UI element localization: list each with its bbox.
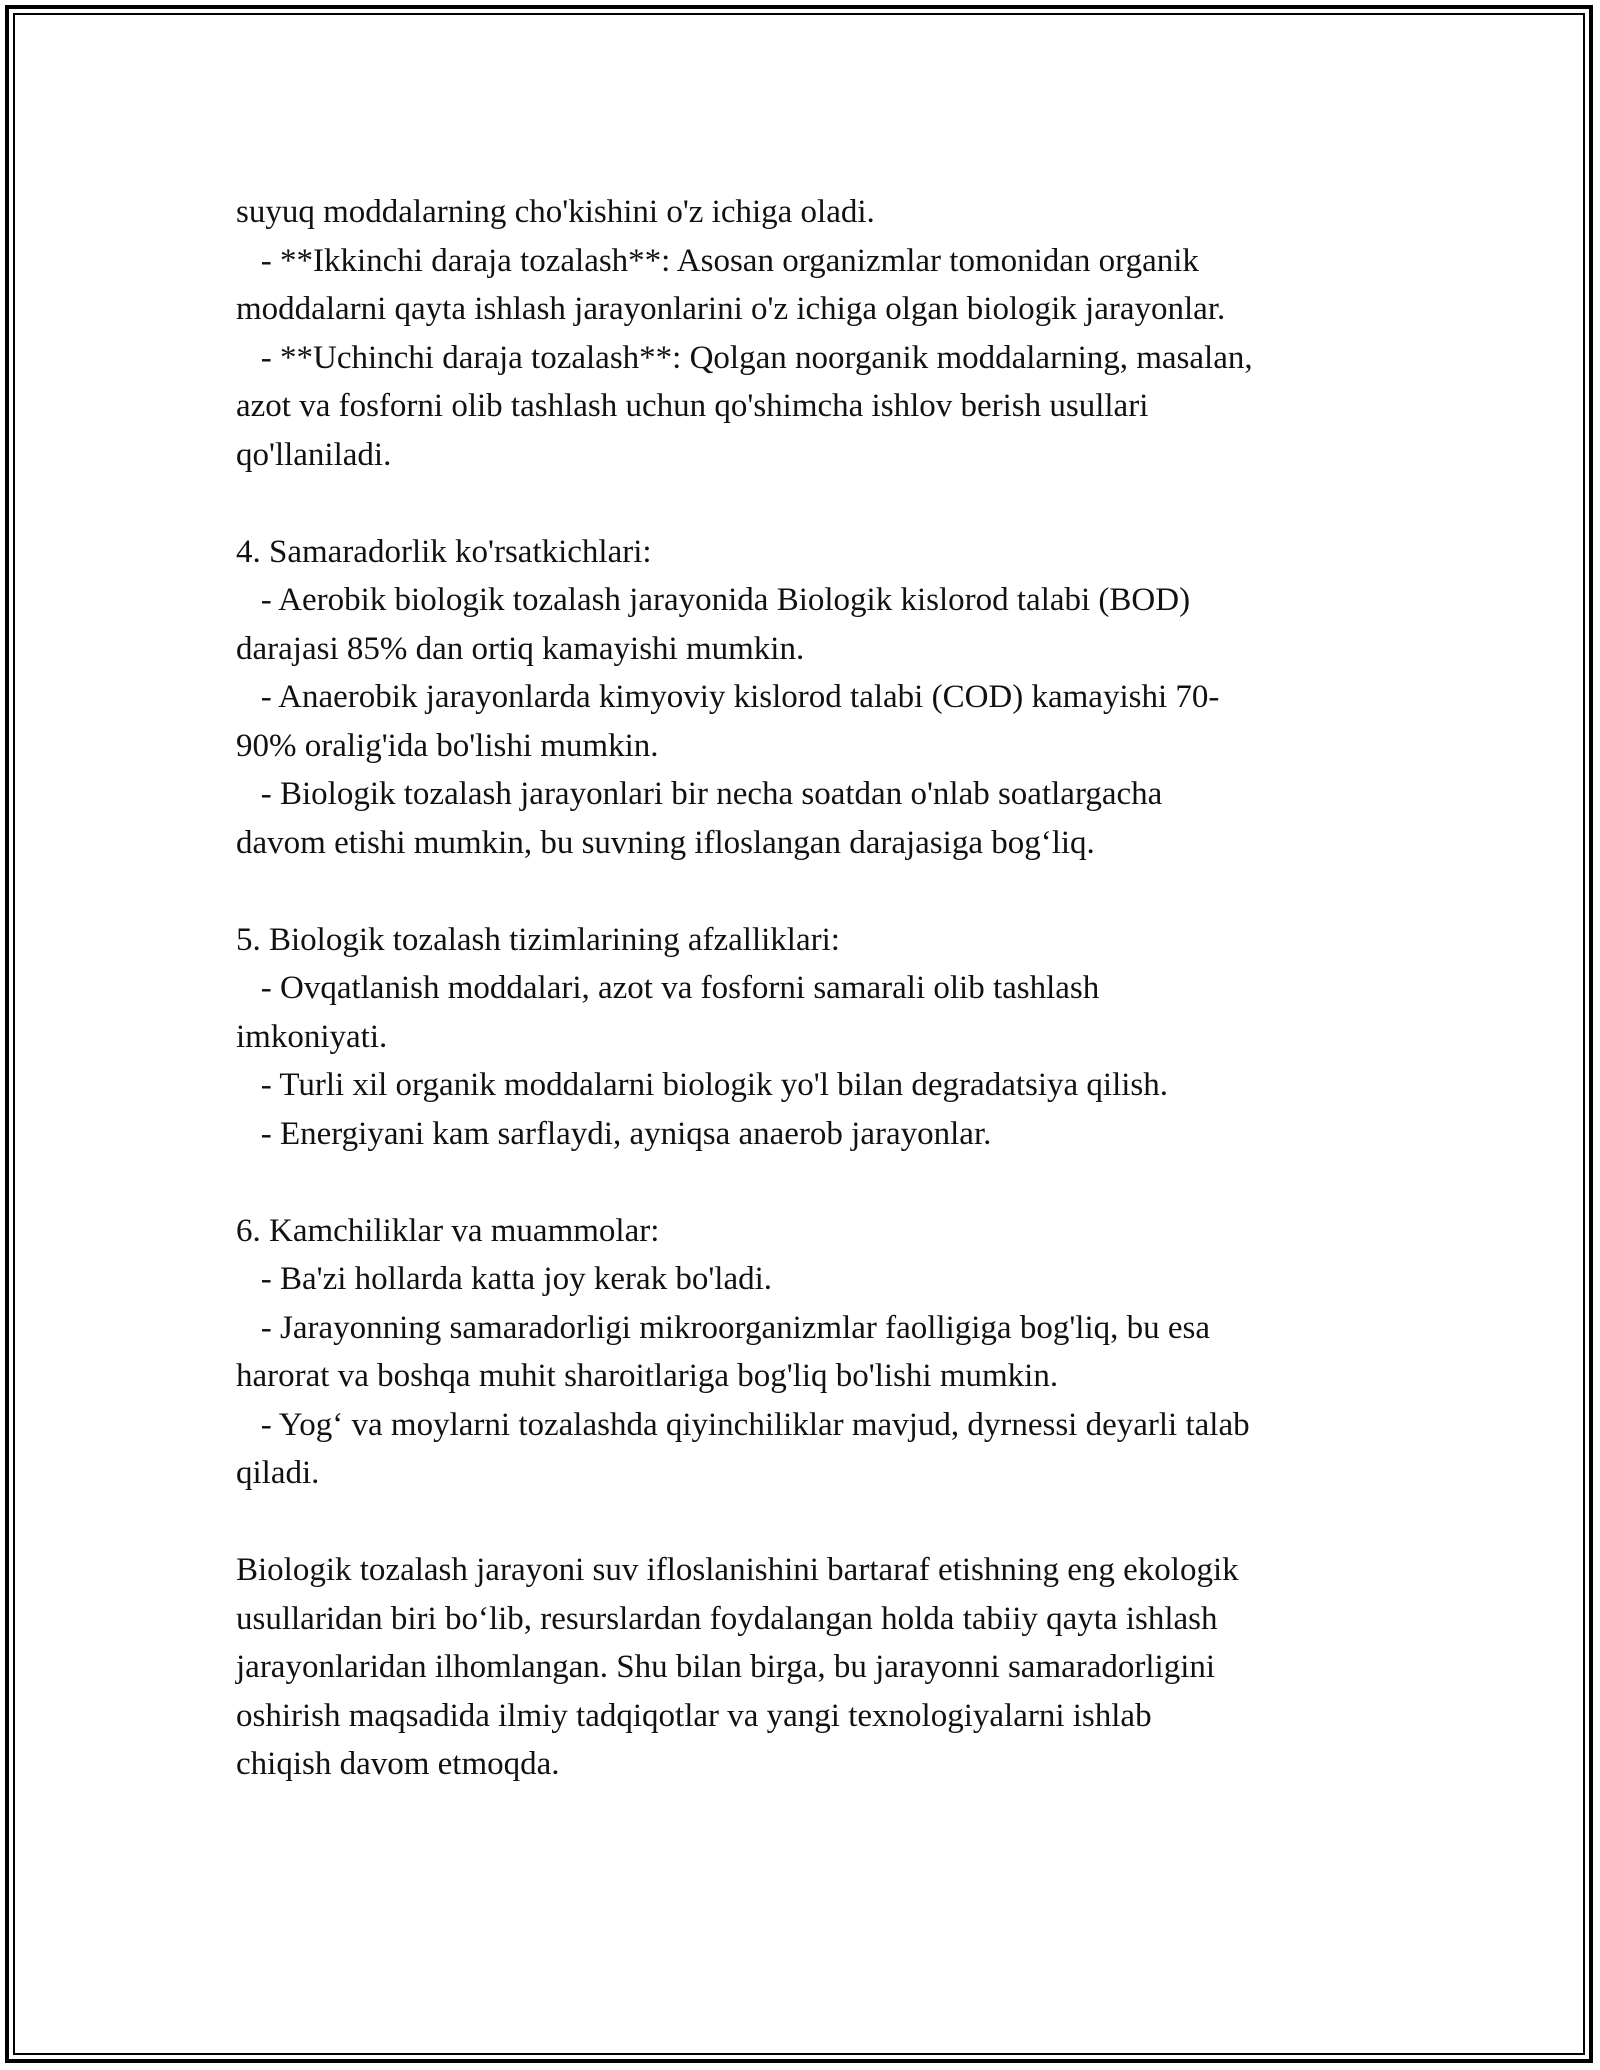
text-line: qo'llaniladi. xyxy=(236,436,392,473)
text-line: usullaridan biri bo‘lib, resurslardan foydalangan holda tabiiy qayta ishlash xyxy=(236,1600,1218,1637)
section-heading: 6. Kamchiliklar va muammolar: xyxy=(236,1212,660,1249)
text-line: oshirish maqsadida ilmiy tadqiqotlar va yangi texnologiyalarni ishlab xyxy=(236,1697,1152,1734)
text-line: - **Ikkinchi daraja tozalash**: Asosan organizmlar tomonidan organik xyxy=(236,242,1199,279)
text-line: - Anaerobik jarayonlarda kimyoviy kislorod talabi (COD) kamayishi 70- xyxy=(236,679,1220,715)
text-line: azot va fosforni olib tashlash uchun qo'shimcha ishlov berish usullari xyxy=(236,388,1149,424)
text-line: - Aerobik biologik tozalash jarayonida Biologik kislorod talabi (BOD) xyxy=(236,582,1191,618)
text-line: imkoniyati. xyxy=(236,1018,388,1055)
text-line: - **Uchinchi daraja tozalash**: Qolgan noorganik moddalarning, masalan, xyxy=(236,339,1253,376)
text-line: - Yog‘ va moylarni tozalashda qiyinchiliklar mavjud, dyrnessi deyarli talab xyxy=(236,1406,1250,1443)
text-line: suyuq moddalarning cho'kishini o'z ichiga oladi. xyxy=(236,194,875,230)
text-line: - Biologik tozalash jarayonlari bir necha soatdan o'nlab soatlargacha xyxy=(236,776,1163,812)
text-line: - Ba'zi hollarda katta joy kerak bo'ladi. xyxy=(236,1261,773,1297)
paragraph-spacer xyxy=(236,1498,1376,1547)
section-efficiency-indicators xyxy=(236,528,1376,868)
paragraph-spacer xyxy=(236,479,1376,528)
paragraph-spacer xyxy=(236,867,1376,916)
text-line: - Jarayonning samaradorligi mikroorganizmlar faolligiga bog'liq, bu esa xyxy=(236,1309,1210,1346)
text-line: davom etishi mumkin, bu suvning ifloslangan darajasiga bog‘liq. xyxy=(236,824,1095,861)
text-line: jarayonlaridan ilhomlangan. Shu bilan birga, bu jarayonni samaradorligini xyxy=(236,1649,1216,1685)
section-advantages xyxy=(236,916,1376,1159)
text-line: 90% oralig'ida bo'lishi mumkin. xyxy=(236,727,659,764)
section-heading: 5. Biologik tozalash tizimlarining afzalliklari: xyxy=(236,921,840,958)
section-drawbacks xyxy=(236,1207,1376,1498)
section-heading: 4. Samaradorlik ko'rsatkichlari: xyxy=(236,533,652,570)
text-line: qiladi. xyxy=(236,1455,320,1491)
paragraph-conclusion xyxy=(236,1546,1376,1789)
text-line: chiqish davom etmoqda. xyxy=(236,1746,560,1782)
text-line: - Ovqatlanish moddalari, azot va fosforni samarali olib tashlash xyxy=(236,970,1100,1006)
text-line: harorat va boshqa muhit sharoitlariga bog'liq bo'lishi mumkin. xyxy=(236,1358,1059,1394)
text-line: moddalarni qayta ishlash jarayonlarini o'z ichiga olgan biologik jarayonlar. xyxy=(236,291,1226,327)
paragraph-stage-descriptions xyxy=(236,188,1376,479)
text-line: darajasi 85% dan ortiq kamayishi mumkin. xyxy=(236,630,805,667)
text-line: - Energiyani kam sarflaydi, ayniqsa anaerob jarayonlar. xyxy=(236,1115,992,1152)
text-line: Biologik tozalash jarayoni suv ifloslanishini bartaraf etishning eng ekologik xyxy=(236,1552,1239,1588)
paragraph-spacer xyxy=(236,1158,1376,1207)
text-line: - Turli xil organik moddalarni biologik yo'l bilan degradatsiya qilish. xyxy=(236,1067,1169,1103)
document-body xyxy=(236,188,1376,1789)
